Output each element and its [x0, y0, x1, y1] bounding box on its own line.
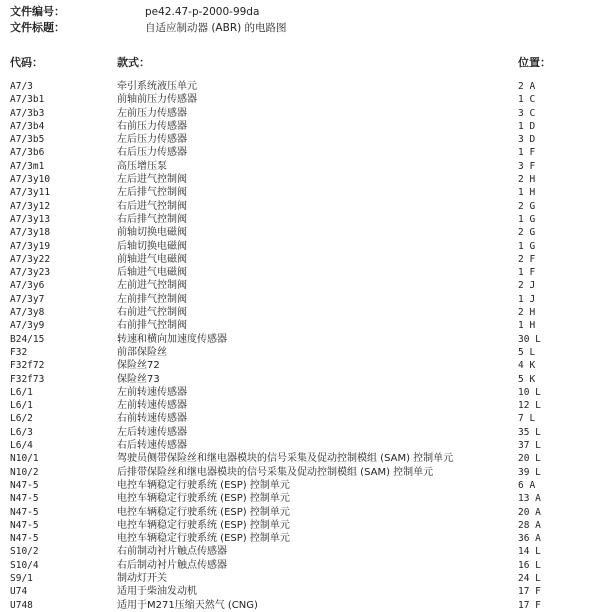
table-row: [0, 373, 601, 386]
table-row: [0, 479, 601, 492]
table-row: [0, 466, 601, 479]
table-row: [0, 279, 601, 292]
component-description: 制动灯开关: [117, 572, 167, 584]
component-code: A7/3b5: [10, 134, 45, 146]
component-description: 右前排气控制阀: [117, 320, 187, 332]
component-position: 3 D: [518, 134, 536, 146]
component-code: F32f72: [10, 360, 45, 372]
component-code: A7/3y8: [10, 307, 45, 319]
component-position: 17 F: [518, 599, 541, 611]
table-row: [0, 572, 601, 585]
table-row: [0, 253, 601, 266]
table-row: [0, 599, 601, 612]
component-position: 17 F: [518, 586, 541, 598]
component-description: 左后排气控制阀: [117, 187, 187, 199]
table-row: [0, 160, 601, 173]
component-description: 前轴切换电磁阀: [117, 227, 187, 239]
component-code: A7/3y11: [10, 187, 51, 199]
component-description: 右前进气控制阀: [117, 307, 187, 319]
component-position: 1 H: [518, 187, 536, 199]
component-description: 牵引系统液压单元: [117, 81, 197, 92]
table-row: [0, 532, 601, 545]
component-code: A7/3y13: [10, 213, 51, 225]
component-description: 保险丝73: [117, 373, 160, 385]
component-position: 2 A: [518, 81, 536, 92]
component-code: A7/3y12: [10, 200, 51, 212]
component-position: 5 L: [518, 346, 536, 358]
component-description: 转速和横向加速度传感器: [117, 333, 227, 345]
component-position: 20 A: [518, 506, 541, 518]
header-position: 位置：: [518, 56, 551, 69]
component-description: 后排带保险丝和继电器模块的信号采集及促动控制模组 (SAM) 控制单元: [117, 466, 434, 478]
component-description: 保险丝72: [117, 360, 160, 372]
component-code: N10/1: [10, 453, 39, 465]
component-position: 39 L: [518, 466, 541, 478]
table-row: [0, 146, 601, 159]
component-description: 左前转速传感器: [117, 400, 187, 412]
table-row: [0, 120, 601, 133]
component-code: N10/2: [10, 466, 39, 478]
table-row: [0, 93, 601, 106]
table-row: [0, 585, 601, 598]
component-position: 4 K: [518, 360, 536, 372]
component-description: 左前转速传感器: [117, 386, 187, 398]
component-description: 驾驶员侧带保险丝和继电器模块的信号采集及促动控制模组 (SAM) 控制单元: [117, 453, 454, 465]
component-code: N47-5: [10, 493, 39, 505]
component-position: 36 A: [518, 533, 541, 545]
component-position: 37 L: [518, 440, 541, 452]
component-position: 1 D: [518, 120, 536, 132]
component-code: A7/3y23: [10, 267, 51, 279]
component-description: 右前制动衬片触点传感器: [117, 546, 227, 558]
component-position: 16 L: [518, 559, 541, 571]
component-code: A7/3b3: [10, 107, 45, 119]
component-position: 20 L: [518, 453, 541, 465]
table-row: [0, 226, 601, 239]
component-description: 右前压力传感器: [117, 120, 187, 132]
component-position: 1 F: [518, 267, 536, 279]
component-position: 1 F: [518, 147, 536, 159]
table-row: [0, 186, 601, 199]
component-position: 10 L: [518, 386, 541, 398]
component-position: 28 A: [518, 519, 541, 531]
header-code: 代码：: [10, 56, 43, 69]
component-code: A7/3b1: [10, 94, 45, 106]
component-code: N47-5: [10, 479, 39, 491]
component-description: 后轴进气电磁阀: [117, 267, 187, 279]
component-position: 1 C: [518, 94, 536, 106]
table-row: [0, 200, 601, 213]
component-description: 前轴前压力传感器: [117, 94, 197, 106]
component-description: 右后转速传感器: [117, 440, 187, 452]
component-code: A7/3y19: [10, 240, 51, 252]
component-description: 适用于柴油发动机: [117, 586, 197, 598]
component-description: 右后压力传感器: [117, 147, 187, 159]
component-code: A7/3: [10, 81, 33, 92]
component-description: 右前转速传感器: [117, 413, 187, 425]
component-code: F32f73: [10, 373, 45, 385]
component-position: 2 H: [518, 174, 536, 186]
component-code: B24/15: [10, 333, 45, 345]
component-table: [0, 80, 601, 612]
table-row: [0, 506, 601, 519]
component-description: 电控车辆稳定行驶系统 (ESP) 控制单元: [117, 519, 290, 531]
table-header: [0, 55, 601, 71]
component-position: 30 L: [518, 333, 541, 345]
file-title-value: 自适应制动器 (ABR) 的电路图: [145, 22, 287, 34]
component-position: 5 K: [518, 373, 536, 385]
file-number-value: pe42.47-p-2000-99da: [145, 6, 260, 18]
component-description: 左后转速传感器: [117, 426, 187, 438]
table-row: [0, 439, 601, 452]
header-description: 款式：: [117, 56, 150, 69]
component-description: 后轴切换电磁阀: [117, 240, 187, 252]
component-code: N47-5: [10, 533, 39, 545]
table-row: [0, 319, 601, 332]
component-code: A7/3y7: [10, 293, 45, 305]
component-code: S10/2: [10, 546, 39, 558]
component-position: 2 G: [518, 227, 536, 239]
component-position: 3 C: [518, 107, 536, 119]
component-description: 前轴进气电磁阀: [117, 253, 187, 265]
component-position: 1 G: [518, 240, 536, 252]
component-position: 1 G: [518, 213, 536, 225]
component-code: S9/1: [10, 572, 33, 584]
table-row: [0, 346, 601, 359]
component-description: 电控车辆稳定行驶系统 (ESP) 控制单元: [117, 533, 290, 545]
component-position: 2 J: [518, 280, 536, 292]
component-position: 6 A: [518, 479, 536, 491]
component-code: A7/3b4: [10, 120, 45, 132]
component-description: 右后进气控制阀: [117, 200, 187, 212]
component-position: 2 G: [518, 200, 536, 212]
component-code: A7/3m1: [10, 160, 45, 172]
component-code: F32: [10, 346, 28, 358]
component-code: A7/3y10: [10, 174, 51, 186]
component-position: 12 L: [518, 400, 541, 412]
component-position: 35 L: [518, 426, 541, 438]
component-code: L6/1: [10, 400, 33, 412]
component-description: 电控车辆稳定行驶系统 (ESP) 控制单元: [117, 506, 290, 518]
table-row: [0, 293, 601, 306]
table-row: [0, 133, 601, 146]
component-description: 电控车辆稳定行驶系统 (ESP) 控制单元: [117, 479, 290, 491]
component-description: 前部保险丝: [117, 346, 167, 358]
component-description: 适用于M271压缩天然气 (CNG): [117, 599, 258, 611]
table-row: [0, 173, 601, 186]
table-row: [0, 386, 601, 399]
component-code: A7/3y18: [10, 227, 51, 239]
component-code: L6/1: [10, 386, 33, 398]
component-description: 电控车辆稳定行驶系统 (ESP) 控制单元: [117, 493, 290, 505]
component-code: L6/3: [10, 426, 33, 438]
table-row: [0, 426, 601, 439]
component-code: U748: [10, 599, 33, 611]
component-position: 2 H: [518, 307, 536, 319]
table-row: [0, 213, 601, 226]
component-code: S10/4: [10, 559, 39, 571]
table-row: [0, 519, 601, 532]
component-description: 左前压力传感器: [117, 107, 187, 119]
table-row: [0, 240, 601, 253]
component-position: 3 F: [518, 160, 536, 172]
component-code: L6/4: [10, 440, 33, 452]
table-row: [0, 399, 601, 412]
component-code: U74: [10, 586, 28, 598]
component-description: 左后压力传感器: [117, 134, 187, 146]
table-row: [0, 545, 601, 558]
component-description: 高压增压泵: [117, 160, 167, 172]
table-row: [0, 492, 601, 505]
table-row: [0, 333, 601, 346]
component-position: 13 A: [518, 493, 541, 505]
component-description: 左后进气控制阀: [117, 174, 187, 186]
component-position: 24 L: [518, 572, 541, 584]
table-row: [0, 80, 601, 93]
component-position: 14 L: [518, 546, 541, 558]
component-code: A7/3y6: [10, 280, 45, 292]
component-code: N47-5: [10, 519, 39, 531]
component-code: L6/2: [10, 413, 33, 425]
component-description: 右后制动衬片触点传感器: [117, 559, 227, 571]
table-row: [0, 306, 601, 319]
component-description: 左前排气控制阀: [117, 293, 187, 305]
component-code: A7/3b6: [10, 147, 45, 159]
file-title-label: 文件标题：: [10, 21, 65, 34]
table-row: [0, 359, 601, 372]
component-description: 左前进气控制阀: [117, 280, 187, 292]
table-row: [0, 452, 601, 465]
file-number-label: 文件编号：: [10, 5, 65, 18]
table-row: [0, 412, 601, 425]
component-code: A7/3y22: [10, 253, 51, 265]
component-position: 1 H: [518, 320, 536, 332]
component-code: A7/3y9: [10, 320, 45, 332]
table-row: [0, 107, 601, 120]
component-position: 2 F: [518, 253, 536, 265]
component-position: 7 L: [518, 413, 536, 425]
table-row: [0, 559, 601, 572]
component-position: 1 J: [518, 293, 536, 305]
component-code: N47-5: [10, 506, 39, 518]
table-row: [0, 266, 601, 279]
component-description: 右后排气控制阀: [117, 213, 187, 225]
